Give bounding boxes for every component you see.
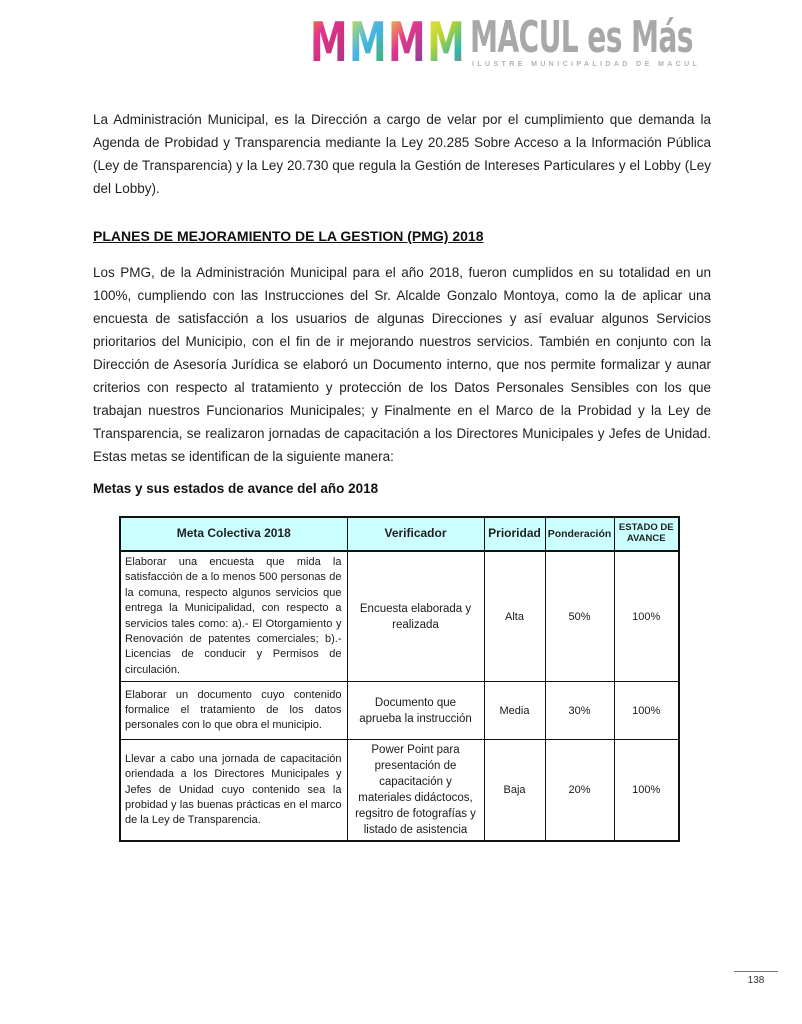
table-row bbox=[120, 682, 679, 740]
pmg-section-heading: PLANES DE MEJORAMIENTO DE LA GESTION (PMG) 2018 bbox=[93, 228, 484, 244]
municipality-logo bbox=[0, 0, 802, 80]
intro-paragraph: La Administración Municipal, es la Dirección a cargo de velar por el cumplimiento que demanda la Agenda de Probidad y Transparencia mediante la Ley 20.285 Sobre Acceso a la Información Pública (Ley de Transparencia) y la Ley 20.730 que regula la Gestión de Intereses Particulares y el Lobby (Ley del Lobby). bbox=[93, 112, 711, 196]
logo-m3-icon: M bbox=[388, 11, 428, 74]
cell-verificador: Encuesta elaborada y realizada bbox=[347, 551, 484, 682]
col-header-estado-avance: ESTADO DE AVANCE bbox=[614, 517, 679, 551]
logo-m4-icon: M bbox=[427, 11, 467, 74]
cell-estado: 100% bbox=[614, 551, 679, 682]
table-row bbox=[120, 740, 679, 842]
logo-text bbox=[470, 12, 802, 68]
cell-estado: 100% bbox=[614, 682, 679, 740]
page-number: 138 bbox=[747, 975, 765, 986]
logo-subtitle: ILUSTRE MUNICIPALIDAD DE MACUL bbox=[472, 61, 701, 68]
cell-estado: 100% bbox=[614, 740, 679, 842]
cell-meta: Llevar a cabo una jornada de capacitación oriendada a los Directores Municipales y Jefes de Unidad cuyo contenido sea la probidad y las buenas prácticas en el marco de la Ley de Transparencia. bbox=[120, 740, 347, 842]
table-header-row bbox=[120, 517, 679, 551]
page-footer bbox=[734, 971, 778, 986]
cell-meta: Elaborar una encuesta que mida la satisfacción de a lo menos 500 personas de la comuna, respecto algunos servicios que entrega la Municipalidad, con respecto a servicios tales como: a).- El Otorgamiento y Renovación de patentes comerciales; b).- Licencias de conducir y Permisos de circulación. bbox=[120, 551, 347, 682]
cell-verificador: Power Point para presentación de capacitación y materiales didáctocos, regsitro de fotografías y listado de asistencia bbox=[347, 740, 484, 842]
cell-ponderacion: 20% bbox=[545, 740, 614, 842]
table-title: Metas y sus estados de avance del año 2018 bbox=[93, 481, 379, 496]
cell-meta: Elaborar un documento cuyo contenido formalice el tratamiento de los datos personales con lo que obra el municipio. bbox=[120, 682, 347, 740]
pmg-section-body: Los PMG, de la Administración Municipal para el año 2018, fueron cumplidos en su totalidad en un 100%, cumpliendo con las Instrucciones del Sr. Alcalde Gonzalo Montoya, como la de aplicar una encuesta de satisfacción a los usuarios de algunas Direcciones y así evaluar algunos Servicios prioritarios del Municipio, con el fin de ir mejorando nuestros servicios. También en conjunto con la Dirección de Asesoría Jurídica se elaboró un Documento interno, que nos permite formalizar y aunar criterios con respecto al tratamiento y protección de los Datos Personales Sensibles con los que trabajan nuestros Funcionarios Municipales; y Finalmente en el Marco de la Probidad y la Ley de Transparencia, se realizaron jornadas de capacitación a los Directores Municipales y Jefes de Unidad. Estas metas se identifican de la siguiente manera: bbox=[93, 265, 711, 464]
col-header-verificador: Verificador bbox=[347, 517, 484, 551]
pmg-goals-table bbox=[119, 516, 680, 842]
cell-ponderacion: 30% bbox=[545, 682, 614, 740]
cell-prioridad: Media bbox=[484, 682, 545, 740]
logo-m2-icon: M bbox=[349, 11, 389, 74]
col-header-ponderacion: Ponderación bbox=[545, 517, 614, 551]
cell-prioridad: Baja bbox=[484, 740, 545, 842]
cell-ponderacion: 50% bbox=[545, 551, 614, 682]
logo-m1-icon: M bbox=[310, 11, 350, 74]
logo-title: MACUL es Más bbox=[470, 12, 693, 63]
cell-verificador: Documento que aprueba la instrucción bbox=[347, 682, 484, 740]
logo-m-letters-icon bbox=[310, 11, 467, 74]
table-row bbox=[120, 551, 679, 682]
col-header-meta: Meta Colectiva 2018 bbox=[120, 517, 347, 551]
col-header-prioridad: Prioridad bbox=[484, 517, 545, 551]
cell-prioridad: Alta bbox=[484, 551, 545, 682]
